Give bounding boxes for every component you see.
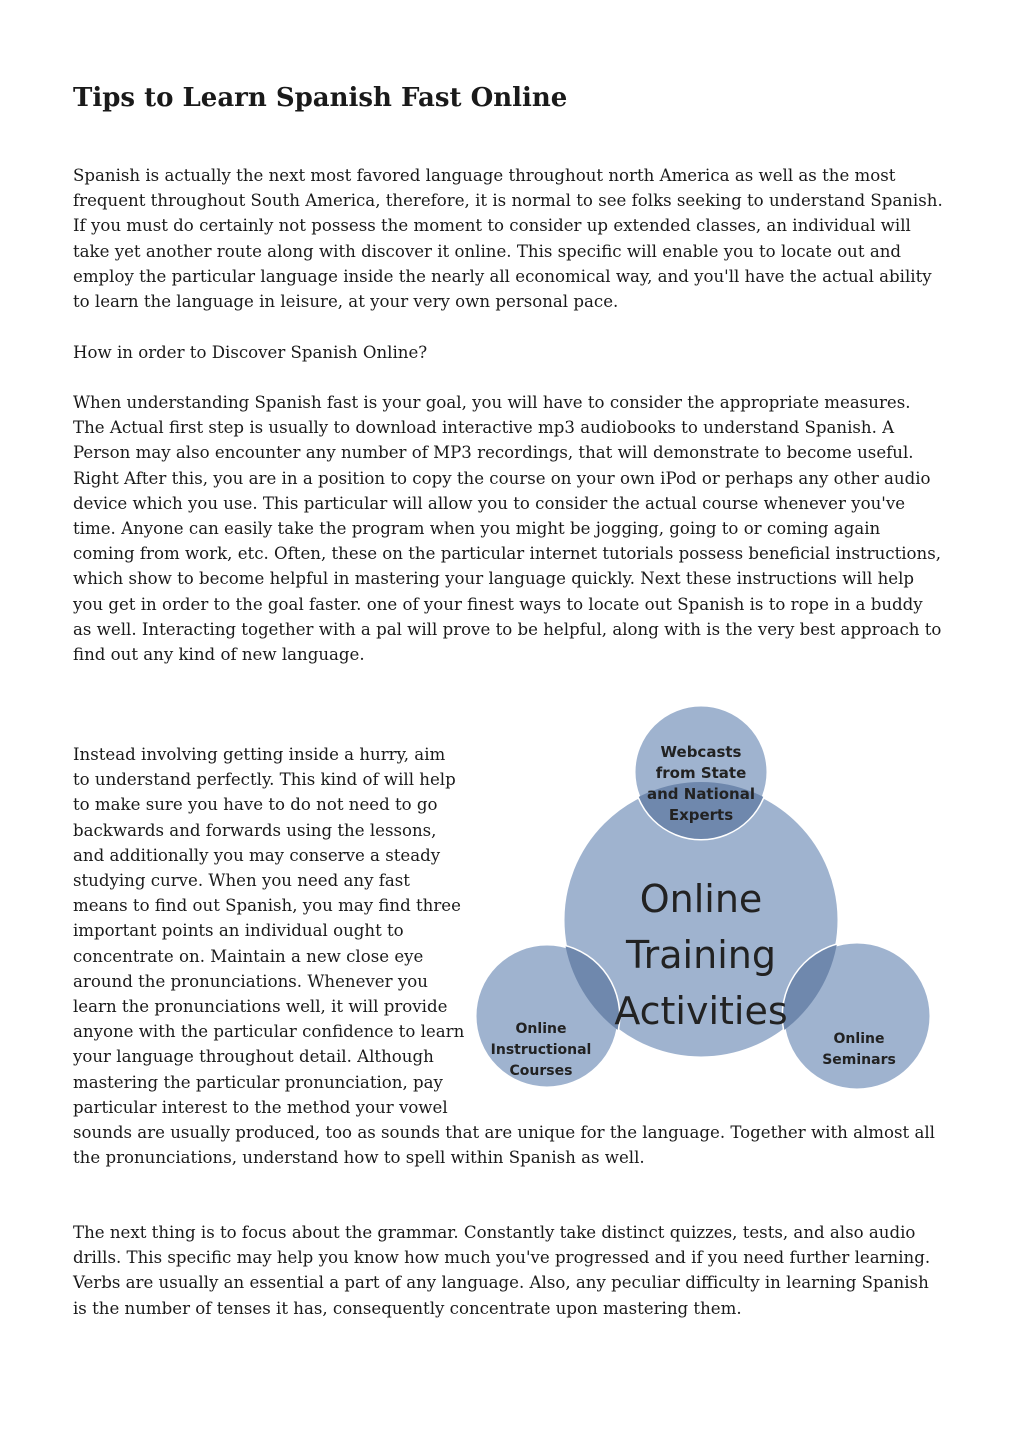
question-paragraph: How in order to Discover Spanish Online? — [73, 343, 428, 362]
left-label-line-3: Courses — [509, 1063, 573, 1079]
steps-paragraph: When understanding Spanish fast is your goal, you will have to consider the appropriate measures. The Actual first step is usually to download interactive mp3 audiobooks to understand Spanish. A Person may also encounter any number of MP3 recordings, that will demonstrate to become useful. Right After this, you are in a position to copy the course on your own iPod or perhaps any other audio device which you use. This particular will allow you to consider the actual course whenever you've time. Anyone can easily take the program when you might be jogging, going to or coming again coming from work, etc. Often, these on the particular internet tutorials possess beneficial instructions, which show to become helpful in mastering your language quickly. Next these instructions will help you get in order to the goal faster. one of your finest ways to locate out Spanish is to rope in a buddy as well. Interacting together with a pal will prove to be helpful, along with is the very best approach to find out any kind of new language. — [73, 393, 942, 665]
center-label-line-3: Activities — [614, 989, 788, 1033]
page-title: Tips to Learn Spanish Fast Online — [73, 83, 568, 113]
pronunciation-section — [73, 742, 945, 1170]
top-label-line-4: Experts — [668, 806, 734, 824]
top-label-line-3: and National — [647, 785, 755, 803]
left-label-line-2: Instructional — [490, 1042, 592, 1058]
right-label-line-2: Seminars — [822, 1052, 896, 1068]
online-training-activities-diagram — [473, 706, 945, 1118]
pronunciation-paragraph: Instead involving getting inside a hurry, aim to understand perfectly. This kind of will help to make sure you have to do not need to go backwards and forwards using the lessons, and additionally you may conserve a steady studying curve. When you need any fast means to find out Spanish, you may find three important points an individual ought to concentrate on. Maintain a new close eye around the pronunciations. Whenever you learn the pronunciations well, it will provide anyone with the particular confidence to learn your language throughout detail. Although mastering the particular pronunciation, pay particular interest to the method your vowel sounds are usually produced, too as sounds that are unique for the language. Together with almost all the pronunciations, understand how to spell within Spanish as well. — [73, 745, 935, 1168]
right-label-line-1: Online — [833, 1031, 885, 1047]
grammar-paragraph: The next thing is to focus about the grammar. Constantly take distinct quizzes, tests, and also audio drills. This specific may help you know how much you've progressed and if you need further learning. Verbs are usually an essential a part of any language. Also, any peculiar difficulty in learning Spanish is the number of tenses it has, consequently concentrate upon mastering them. — [73, 1223, 931, 1318]
left-label-line-1: Online — [515, 1021, 567, 1037]
top-label-line-2: from State — [655, 764, 747, 782]
top-label-line-1: Webcasts — [660, 743, 742, 761]
intro-paragraph: Spanish is actually the next most favored language throughout north America as well as the most frequent throughout South America, therefore, it is normal to see folks seeking to understand Spanish. If you must do certainly not possess the moment to consider up extended classes, an individual will take yet another route along with discover it online. This specific will enable you to locate out and employ the particular language inside the nearly all economical way, and you'll have the actual ability to learn the language in leisure, at your very own personal pace. — [73, 166, 943, 312]
center-label-line-1: Online — [639, 877, 763, 921]
center-label-line-2: Training — [626, 933, 776, 977]
